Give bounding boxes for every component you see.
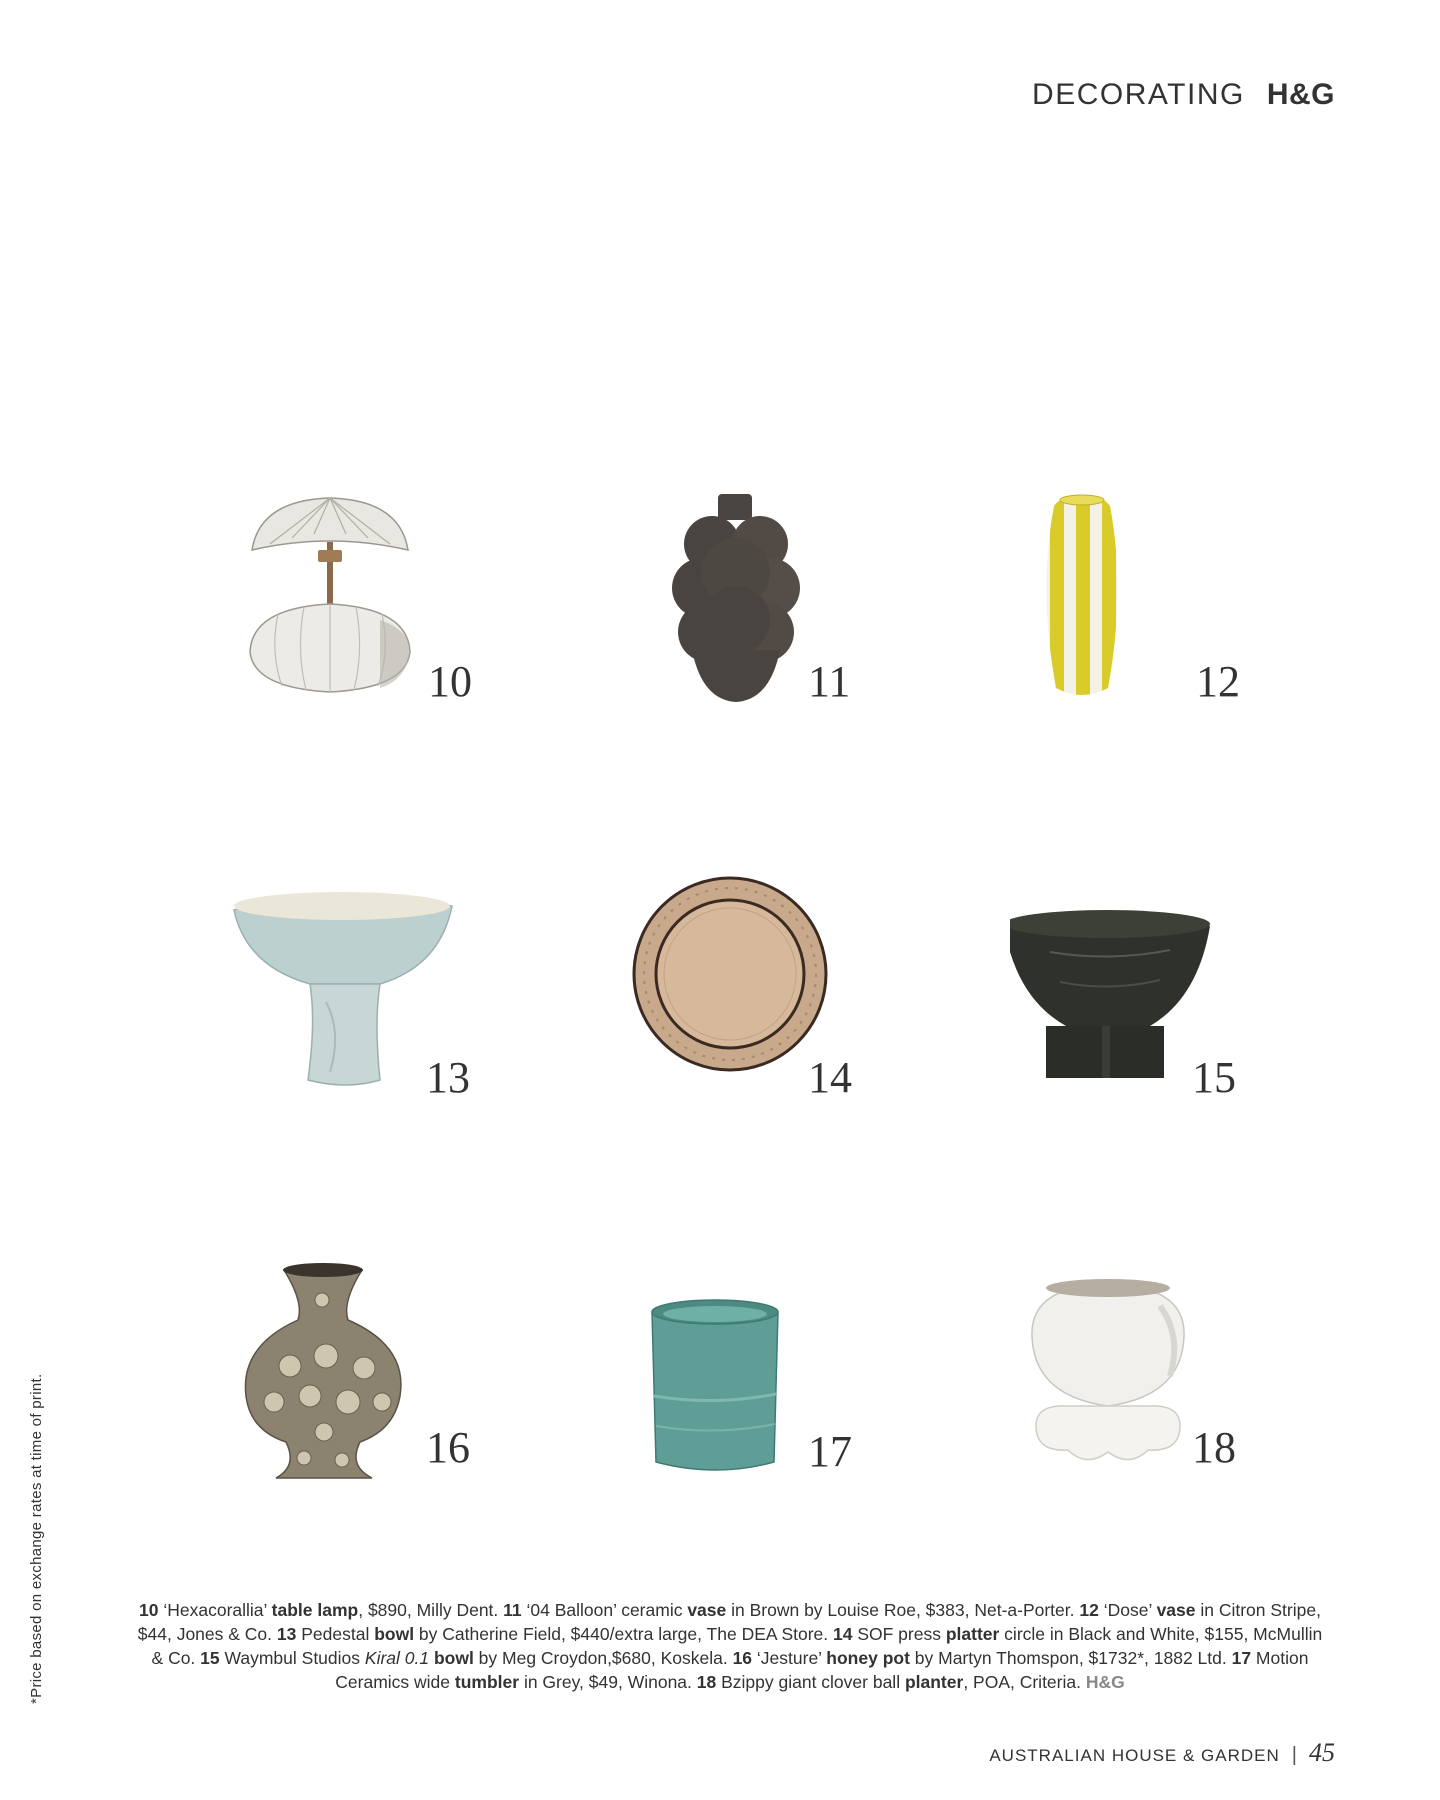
product-number: 15 [1192, 1053, 1236, 1102]
product-number: 12 [1196, 657, 1240, 706]
magazine-name: AUSTRALIAN HOUSE & GARDEN [989, 1746, 1280, 1765]
product-number: 14 [808, 1053, 852, 1102]
product-18 [1010, 1246, 1310, 1506]
table-lamp-icon [230, 480, 530, 740]
platter-icon [620, 862, 920, 1122]
product-12 [1010, 480, 1310, 740]
product-caption: 10 ‘Hexacorallia’ table lamp, $890, Milly Dent. 11 ‘04 Balloon’ ceramic vase in Brown by Louise Roe, $383, Net-a-Porter. 12 ‘Dose’ vase in Citron Stripe, $44, Jones & Co. 13 Pedestal bowl by Catherine Field, $440/extra large, The DEA Store. 14 SOF press platter circle in Black and White, $155, McMullin & Co. 15 Waymbul Studios Kiral 0.1 bowl by Meg Croydon,$680, Koskela. 16 ‘Jesture’ honey pot by Martyn Thomspon, $1732*, 1882 Ltd. 17 Motion Ceramics wide tumbler in Grey, $49, Winona. 18 Bzippy giant clover ball planter, POA, Criteria. H&G [137, 1600, 1323, 1692]
footer-separator: | [1291, 1744, 1297, 1766]
planter-icon [1010, 1246, 1310, 1506]
product-number: 13 [426, 1053, 470, 1102]
page-footer [989, 1738, 1335, 1768]
product-number: 18 [1192, 1423, 1236, 1472]
pedestal-bowl-icon [230, 862, 530, 1122]
product-number: 11 [808, 657, 851, 706]
product-14 [620, 862, 920, 1122]
footed-bowl-icon [1010, 862, 1310, 1122]
product-11 [620, 480, 920, 740]
product-number: 16 [426, 1423, 470, 1472]
striped-vase-icon [1010, 480, 1310, 740]
price-footnote: *Price based on exchange rates at time of print. [28, 1373, 45, 1704]
product-13 [230, 862, 530, 1122]
end-mark: H&G [1085, 1672, 1125, 1692]
page-header [1032, 78, 1335, 112]
product-16 [230, 1246, 530, 1506]
product-15 [1010, 862, 1310, 1122]
tumbler-icon [620, 1246, 920, 1506]
balloon-vase-icon [620, 480, 920, 740]
brand-logo: H&G [1266, 78, 1335, 111]
product-number: 17 [808, 1427, 852, 1476]
product-number: 10 [428, 657, 472, 706]
honey-pot-icon [230, 1246, 530, 1506]
page-number: 45 [1309, 1738, 1335, 1767]
product-17 [620, 1246, 920, 1506]
product-10 [230, 480, 530, 740]
section-title: DECORATING [1032, 78, 1245, 111]
